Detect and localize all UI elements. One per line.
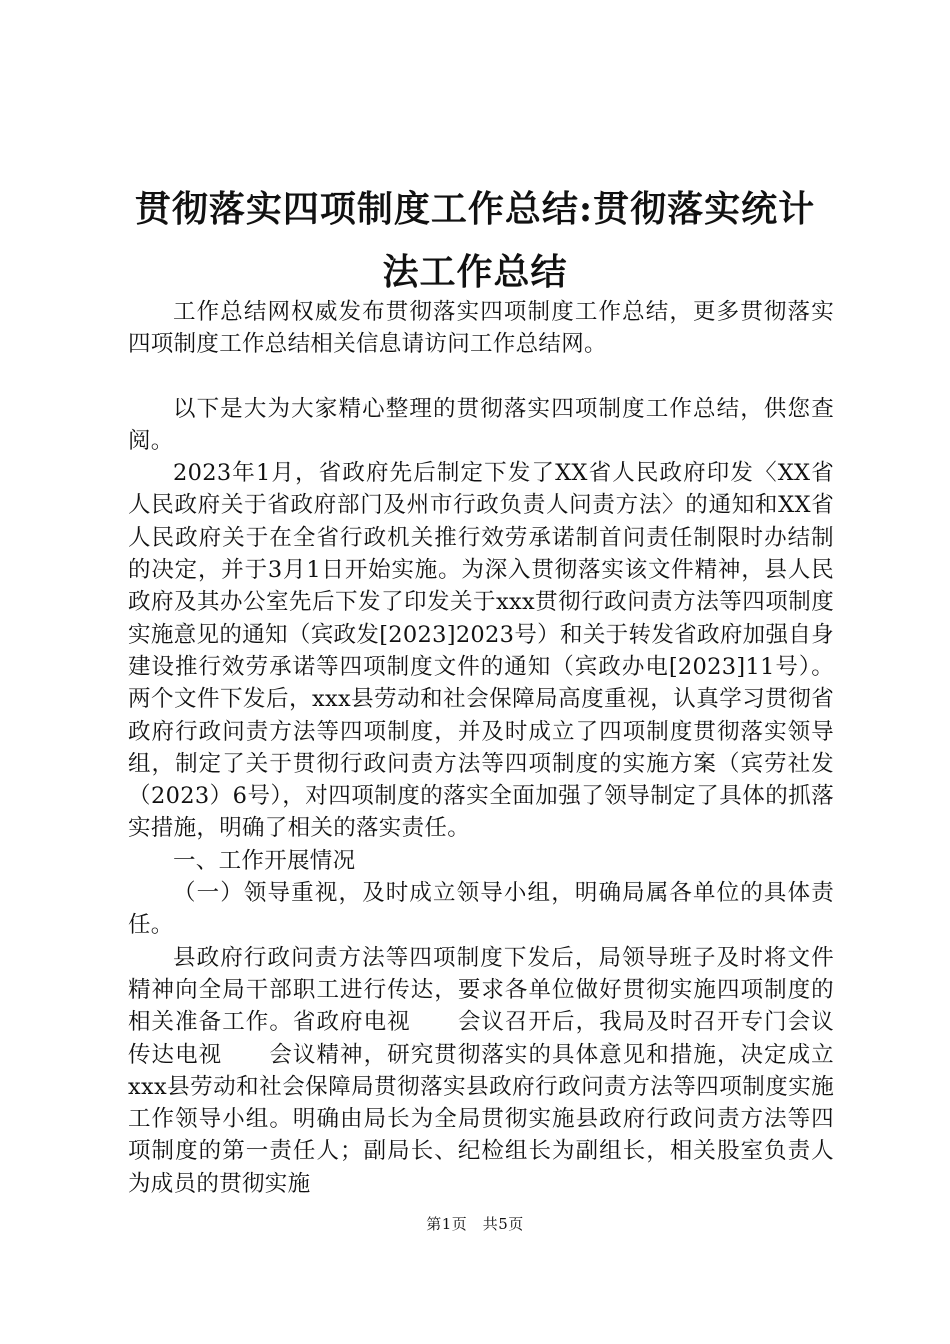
background-paragraph: 2023年1月，省政府先后制定下发了XX省人民政府印发〈XX省人民政府关于省政府部门及州市行政负责人问责方法〉的通知和XX省人民政府关于在全省行政机关推行效劳承诺制首问责任制限时办结制的决定，并于3月1日开始实施。为深入贯彻落实该文件精神，县人民政府及其办公室先后下发了印发关于xxx贯彻行政问责方法等四项制度实施意见的通知（宾政发[2023]2023号）和关于转发省政府加强自身建设推行效劳承诺等四项制度文件的通知（宾政办电[2023]11号）。两个文件下发后，xxx县劳动和社会保障局高度重视，认真学习贯彻省政府行政问责方法等四项制度，并及时成立了四项制度贯彻落实领导组，制定了关于贯彻行政问责方法等四项制度的实施方案（宾劳社发（2023）6号），对四项制度的落实全面加强了领导制定了具体的抓落实措施，明确了相关的落实责任。 [128,460,834,842]
section-heading: 一、工作开展情况 [173,847,356,874]
page-number-footer: 第1页 共5页 [426,1215,524,1233]
document-title: 贯彻落实四项制度工作总结:贯彻落实统计法工作总结 [134,188,816,293]
subsection-heading: （一）领导重视，及时成立领导小组，明确局属各单位的具体责任。 [128,880,834,939]
detail-paragraph: 县政府行政问责方法等四项制度下发后，局领导班子及时将文件精神向全局干部职工进行传达，要求各单位做好贯彻实施四项制度的相关准备工作。省政府电视 会议召开后，我局及时召开专门会议传达电视 会议精神，研究贯彻落实的具体意见和措施，决定成立xxx县劳动和社会保障局贯彻落实县政府行政问责方法等四项制度实施工作领导小组。明确由局长为全局贯彻实施县政府行政问责方法等四项制度的第一责任人；副局长、纪检组长为副组长，相关股室负责人为成员的贯彻实施 [128,944,834,1197]
document-body [128,296,834,1200]
intro-paragraph: 工作总结网权威发布贯彻落实四项制度工作总结，更多贯彻落实四项制度工作总结相关信息请访问工作总结网。 [128,299,834,358]
lead-paragraph: 以下是大为大家精心整理的贯彻落实四项制度工作总结，供您查阅。 [128,395,834,454]
